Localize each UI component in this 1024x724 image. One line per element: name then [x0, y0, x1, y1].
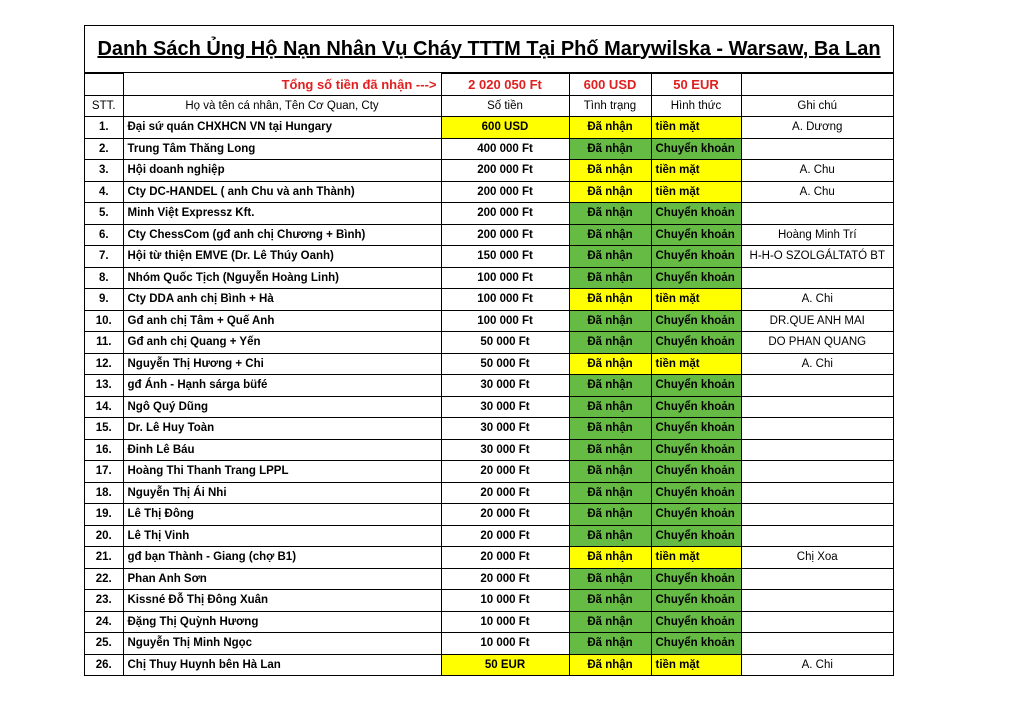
row-note	[741, 418, 893, 440]
row-name: Minh Việt Expressz Kft.	[123, 203, 441, 225]
row-amount: 400 000 Ft	[441, 138, 569, 160]
row-stt: 22.	[85, 568, 123, 590]
table-row	[85, 396, 893, 418]
row-note: A. Chi	[741, 289, 893, 311]
row-stt: 15.	[85, 418, 123, 440]
row-status: Đã nhận	[569, 310, 651, 332]
table-row	[85, 181, 893, 203]
row-stt: 3.	[85, 160, 123, 182]
table-row	[85, 224, 893, 246]
table-row	[85, 203, 893, 225]
row-status: Đã nhận	[569, 396, 651, 418]
row-amount: 20 000 Ft	[441, 547, 569, 569]
table-row	[85, 138, 893, 160]
row-method: Chuyển khoản	[651, 267, 741, 289]
table-row	[85, 310, 893, 332]
row-amount: 50 000 Ft	[441, 353, 569, 375]
row-stt: 13.	[85, 375, 123, 397]
row-name: Đại sứ quán CHXHCN VN tại Hungary	[123, 117, 441, 139]
row-stt: 11.	[85, 332, 123, 354]
row-stt: 7.	[85, 246, 123, 268]
row-stt: 19.	[85, 504, 123, 526]
table-row	[85, 590, 893, 612]
row-stt: 10.	[85, 310, 123, 332]
row-stt: 2.	[85, 138, 123, 160]
row-amount: 50 000 Ft	[441, 332, 569, 354]
table-row	[85, 439, 893, 461]
row-name: Cty ChessCom (gđ anh chị Chương + Bình)	[123, 224, 441, 246]
row-name: Gđ anh chị Quang + Yến	[123, 332, 441, 354]
total-usd: 600 USD	[569, 74, 651, 96]
row-status: Đã nhận	[569, 117, 651, 139]
table-row	[85, 246, 893, 268]
table-row	[85, 461, 893, 483]
total-eur: 50 EUR	[651, 74, 741, 96]
row-status: Đã nhận	[569, 375, 651, 397]
table-row	[85, 117, 893, 139]
row-name: Gđ anh chị Tâm + Quế Anh	[123, 310, 441, 332]
row-method: Chuyển khoản	[651, 375, 741, 397]
row-stt: 6.	[85, 224, 123, 246]
row-method: tiền mặt	[651, 289, 741, 311]
row-name: Nguyễn Thị Hương + Chi	[123, 353, 441, 375]
row-amount: 100 000 Ft	[441, 310, 569, 332]
row-status: Đã nhận	[569, 633, 651, 655]
table-row	[85, 568, 893, 590]
row-note	[741, 611, 893, 633]
row-stt: 18.	[85, 482, 123, 504]
row-amount: 30 000 Ft	[441, 418, 569, 440]
row-stt: 9.	[85, 289, 123, 311]
row-stt: 23.	[85, 590, 123, 612]
row-method: tiền mặt	[651, 160, 741, 182]
row-note: Chị Xoa	[741, 547, 893, 569]
row-name: Hội doanh nghiệp	[123, 160, 441, 182]
row-note	[741, 482, 893, 504]
row-status: Đã nhận	[569, 461, 651, 483]
row-name: Đinh Lê Báu	[123, 439, 441, 461]
header-row	[85, 95, 893, 117]
row-note: A. Chi	[741, 654, 893, 675]
row-status: Đã nhận	[569, 332, 651, 354]
table-row	[85, 525, 893, 547]
row-status: Đã nhận	[569, 203, 651, 225]
row-stt: 16.	[85, 439, 123, 461]
table-row	[85, 482, 893, 504]
row-note	[741, 525, 893, 547]
row-name: Cty DDA anh chị Bình + Hà	[123, 289, 441, 311]
row-status: Đã nhận	[569, 160, 651, 182]
row-amount: 10 000 Ft	[441, 633, 569, 655]
row-status: Đã nhận	[569, 246, 651, 268]
row-method: tiền mặt	[651, 654, 741, 675]
row-status: Đã nhận	[569, 482, 651, 504]
row-stt: 5.	[85, 203, 123, 225]
row-method: Chuyển khoản	[651, 332, 741, 354]
row-method: Chuyển khoản	[651, 633, 741, 655]
row-status: Đã nhận	[569, 439, 651, 461]
row-stt: 14.	[85, 396, 123, 418]
row-status: Đã nhận	[569, 590, 651, 612]
row-amount: 20 000 Ft	[441, 461, 569, 483]
donation-table	[85, 73, 893, 675]
row-status: Đã nhận	[569, 138, 651, 160]
row-note	[741, 138, 893, 160]
row-stt: 21.	[85, 547, 123, 569]
table-row	[85, 289, 893, 311]
row-name: Kissné Đỗ Thị Đông Xuân	[123, 590, 441, 612]
row-amount: 20 000 Ft	[441, 525, 569, 547]
row-note	[741, 504, 893, 526]
row-name: gđ bạn Thành - Giang (chợ B1)	[123, 547, 441, 569]
row-note	[741, 568, 893, 590]
row-name: Dr. Lê Huy Toàn	[123, 418, 441, 440]
row-name: Lê Thị Đông	[123, 504, 441, 526]
donation-sheet	[84, 25, 894, 676]
totals-empty-cell	[741, 74, 893, 96]
row-name: Ngô Quý Dũng	[123, 396, 441, 418]
row-note	[741, 461, 893, 483]
table-row	[85, 418, 893, 440]
row-note: A. Chi	[741, 353, 893, 375]
table-row	[85, 504, 893, 526]
row-note	[741, 203, 893, 225]
row-note: H-H-O SZOLGÁLTATÓ BT	[741, 246, 893, 268]
row-status: Đã nhận	[569, 547, 651, 569]
row-status: Đã nhận	[569, 353, 651, 375]
row-name: Trung Tâm Thăng Long	[123, 138, 441, 160]
row-amount: 100 000 Ft	[441, 289, 569, 311]
table-row	[85, 267, 893, 289]
row-name: Phan Anh Sơn	[123, 568, 441, 590]
row-method: Chuyển khoản	[651, 439, 741, 461]
row-method: Chuyển khoản	[651, 482, 741, 504]
row-amount: 30 000 Ft	[441, 375, 569, 397]
row-method: Chuyển khoản	[651, 138, 741, 160]
row-note: Hoàng Minh Trí	[741, 224, 893, 246]
table-row	[85, 654, 893, 675]
row-note: A. Chu	[741, 181, 893, 203]
row-amount: 20 000 Ft	[441, 568, 569, 590]
row-note	[741, 439, 893, 461]
row-status: Đã nhận	[569, 267, 651, 289]
row-stt: 25.	[85, 633, 123, 655]
table-row	[85, 332, 893, 354]
row-method: Chuyển khoản	[651, 396, 741, 418]
row-status: Đã nhận	[569, 418, 651, 440]
row-name: Nhóm Quốc Tịch (Nguyễn Hoàng Linh)	[123, 267, 441, 289]
table-row	[85, 611, 893, 633]
row-status: Đã nhận	[569, 504, 651, 526]
table-row	[85, 160, 893, 182]
row-amount: 200 000 Ft	[441, 160, 569, 182]
row-method: Chuyển khoản	[651, 418, 741, 440]
row-name: Hội từ thiện EMVE (Dr. Lê Thúy Oanh)	[123, 246, 441, 268]
row-method: Chuyển khoản	[651, 224, 741, 246]
row-amount: 20 000 Ft	[441, 482, 569, 504]
page-title: Danh Sách Ủng Hộ Nạn Nhân Vụ Cháy TTTM Tại Phố Marywilska - Warsaw, Ba Lan	[85, 26, 893, 73]
row-amount: 30 000 Ft	[441, 396, 569, 418]
row-note	[741, 267, 893, 289]
row-status: Đã nhận	[569, 568, 651, 590]
row-status: Đã nhận	[569, 289, 651, 311]
table-row	[85, 375, 893, 397]
row-method: Chuyển khoản	[651, 504, 741, 526]
row-method: tiền mặt	[651, 353, 741, 375]
row-amount: 30 000 Ft	[441, 439, 569, 461]
totals-label: Tổng số tiền đã nhận --->	[123, 74, 441, 96]
row-amount: 200 000 Ft	[441, 181, 569, 203]
row-stt: 20.	[85, 525, 123, 547]
header-name: Họ và tên cá nhân, Tên Cơ Quan, Cty	[123, 95, 441, 117]
row-stt: 8.	[85, 267, 123, 289]
row-note: DO PHAN QUANG	[741, 332, 893, 354]
row-status: Đã nhận	[569, 654, 651, 675]
table-row	[85, 353, 893, 375]
header-status: Tình trạng	[569, 95, 651, 117]
row-note	[741, 375, 893, 397]
row-name: Đặng Thị Quỳnh Hương	[123, 611, 441, 633]
table-row	[85, 547, 893, 569]
row-note	[741, 633, 893, 655]
row-method: tiền mặt	[651, 547, 741, 569]
row-amount: 600 USD	[441, 117, 569, 139]
row-stt: 12.	[85, 353, 123, 375]
row-amount: 200 000 Ft	[441, 203, 569, 225]
row-name: Hoàng Thi Thanh Trang LPPL	[123, 461, 441, 483]
row-method: Chuyển khoản	[651, 310, 741, 332]
row-status: Đã nhận	[569, 525, 651, 547]
row-note: A. Chu	[741, 160, 893, 182]
row-method: Chuyển khoản	[651, 246, 741, 268]
table-row	[85, 633, 893, 655]
row-note: A. Dương	[741, 117, 893, 139]
row-status: Đã nhận	[569, 224, 651, 246]
row-method: Chuyển khoản	[651, 525, 741, 547]
row-method: tiền mặt	[651, 181, 741, 203]
row-amount: 100 000 Ft	[441, 267, 569, 289]
header-note: Ghi chú	[741, 95, 893, 117]
row-method: Chuyển khoản	[651, 568, 741, 590]
totals-row	[85, 74, 893, 96]
row-stt: 1.	[85, 117, 123, 139]
row-method: Chuyển khoản	[651, 461, 741, 483]
row-amount: 200 000 Ft	[441, 224, 569, 246]
total-ft: 2 020 050 Ft	[441, 74, 569, 96]
row-stt: 4.	[85, 181, 123, 203]
row-stt: 24.	[85, 611, 123, 633]
row-name: Chị Thuy Huynh bên Hà Lan	[123, 654, 441, 675]
row-amount: 20 000 Ft	[441, 504, 569, 526]
row-name: Nguyễn Thị Ái Nhi	[123, 482, 441, 504]
header-amount: Số tiền	[441, 95, 569, 117]
row-amount: 150 000 Ft	[441, 246, 569, 268]
row-name: gđ Ánh - Hạnh sárga büfé	[123, 375, 441, 397]
row-name: Lê Thị Vinh	[123, 525, 441, 547]
row-method: Chuyển khoản	[651, 203, 741, 225]
row-note: DR.QUE ANH MAI	[741, 310, 893, 332]
row-stt: 17.	[85, 461, 123, 483]
row-amount: 50 EUR	[441, 654, 569, 675]
row-note	[741, 590, 893, 612]
row-amount: 10 000 Ft	[441, 590, 569, 612]
totals-spacer	[85, 74, 123, 96]
row-name: Nguyễn Thị Minh Ngọc	[123, 633, 441, 655]
row-name: Cty DC-HANDEL ( anh Chu và anh Thành)	[123, 181, 441, 203]
row-method: Chuyển khoản	[651, 611, 741, 633]
row-method: tiền mặt	[651, 117, 741, 139]
header-stt: STT.	[85, 95, 123, 117]
row-stt: 26.	[85, 654, 123, 675]
row-status: Đã nhận	[569, 611, 651, 633]
row-method: Chuyển khoản	[651, 590, 741, 612]
row-note	[741, 396, 893, 418]
row-status: Đã nhận	[569, 181, 651, 203]
row-amount: 10 000 Ft	[441, 611, 569, 633]
header-method: Hình thức	[651, 95, 741, 117]
